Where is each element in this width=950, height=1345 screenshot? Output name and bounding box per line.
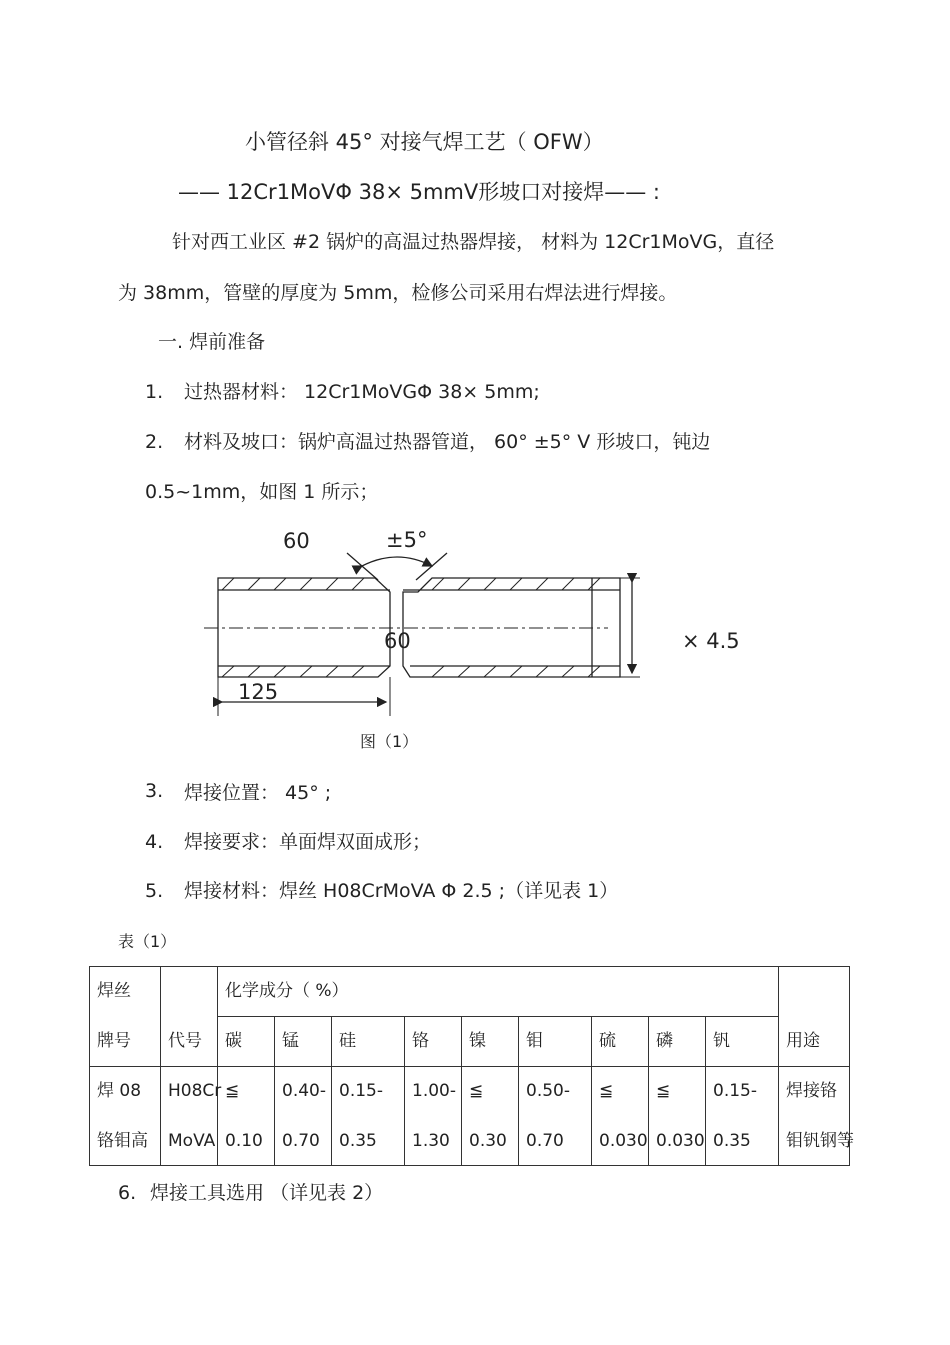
cell-nickel-bottom: 0.30 <box>469 1131 507 1151</box>
item-6-text: 焊接工具选用 （详见表 2） <box>150 1182 384 1204</box>
item-3-number: 3. <box>145 780 164 802</box>
figure-label-125: 125 <box>238 680 279 704</box>
cell-carbon-bottom: 0.10 <box>225 1131 263 1151</box>
cell-vanadium-bottom: 0.35 <box>713 1131 751 1151</box>
cell-silicon-bottom: 0.35 <box>339 1131 377 1151</box>
element-silicon: 硅 <box>339 1031 356 1051</box>
cell-phosphorus-top: ≦ <box>656 1081 671 1101</box>
header-chemistry: 化学成分（ %） <box>225 981 349 1001</box>
doc-title: 小管径斜 45° 对接气焊工艺（ OFW） <box>245 130 604 154</box>
element-molybdenum: 钼 <box>526 1031 543 1051</box>
item-4-text: 焊接要求：单面焊双面成形； <box>184 831 432 853</box>
item-1-text: 过热器材料： 12Cr1MoVGΦ 38× 5mm; <box>184 381 540 403</box>
row-code-2: MoVA <box>168 1131 216 1151</box>
figure-label-dimension: × 4.5 <box>682 629 740 653</box>
item-5-number: 5. <box>145 880 164 902</box>
cell-vanadium-top: 0.15- <box>713 1081 757 1101</box>
cell-carbon-top: ≦ <box>225 1081 240 1101</box>
cell-molybdenum-bottom: 0.70 <box>526 1131 564 1151</box>
cell-sulfur-top: ≦ <box>599 1081 614 1101</box>
row-name-1: 焊 08 <box>97 1081 142 1101</box>
cell-phosphorus-bottom: 0.030 <box>656 1131 705 1151</box>
element-chromium: 铬 <box>412 1031 429 1051</box>
row-use-2: 钼钒钢等 <box>786 1131 854 1151</box>
element-manganese: 锰 <box>282 1031 299 1051</box>
element-vanadium: 钒 <box>713 1031 730 1051</box>
element-sulfur: 硫 <box>599 1031 616 1051</box>
figure-label-60-top: 60 <box>283 529 310 553</box>
intro-line-2: 为 38mm，管壁的厚度为 5mm，检修公司采用右焊法进行焊接。 <box>118 282 678 304</box>
angle-arc <box>362 557 432 566</box>
cell-silicon-top: 0.15- <box>339 1081 383 1101</box>
cell-chromium-bottom: 1.30 <box>412 1131 450 1151</box>
item-2-number: 2. <box>145 431 164 453</box>
table-caption: 表（1） <box>118 932 177 951</box>
row-name-2: 铬钼高 <box>97 1131 148 1151</box>
composition-table <box>89 966 854 1166</box>
item-6-number: 6. <box>118 1182 137 1204</box>
row-code-1: H08Cr <box>168 1081 222 1101</box>
header-code: 代号 <box>168 1031 202 1051</box>
item-2-text: 材料及坡口：锅炉高温过热器管道， 60° ±5° V 形坡口，钝边 <box>184 431 711 453</box>
header-wire-1: 焊丝 <box>97 981 131 1001</box>
intro-line-1: 针对西工业区 #2 锅炉的高温过热器焊接， 材料为 12Cr1MoVG，直径 <box>172 231 775 253</box>
element-carbon: 碳 <box>225 1031 242 1051</box>
cell-nickel-top: ≦ <box>469 1081 484 1101</box>
item-4-number: 4. <box>145 831 164 853</box>
doc-subtitle: —— 12Cr1MoVΦ 38× 5mmV形坡口对接焊—— : <box>178 180 660 204</box>
header-use: 用途 <box>786 1031 820 1051</box>
row-use-1: 焊接铬 <box>786 1081 837 1101</box>
item-2-continuation: 0.5~1mm，如图 1 所示； <box>145 481 379 503</box>
item-3-text: 焊接位置： 45° ; <box>184 782 332 804</box>
cell-manganese-top: 0.40- <box>282 1081 326 1101</box>
section-heading: 一. 焊前准备 <box>158 331 266 353</box>
cell-manganese-bottom: 0.70 <box>282 1131 320 1151</box>
element-nickel: 镍 <box>469 1031 486 1051</box>
cell-chromium-top: 1.00- <box>412 1081 456 1101</box>
element-phosphorus: 磷 <box>656 1031 673 1051</box>
figure-label-60-mid: 60 <box>384 629 411 653</box>
cell-molybdenum-top: 0.50- <box>526 1081 570 1101</box>
item-5-text: 焊接材料：焊丝 H08CrMoVA Φ 2.5 ;（详见表 1） <box>184 880 619 902</box>
item-1-number: 1. <box>145 381 164 403</box>
figure-caption: 图（1） <box>360 732 419 751</box>
cell-sulfur-bottom: 0.030 <box>599 1131 648 1151</box>
header-wire-2: 牌号 <box>97 1031 131 1051</box>
figure-label-tolerance: ±5° <box>386 528 428 552</box>
